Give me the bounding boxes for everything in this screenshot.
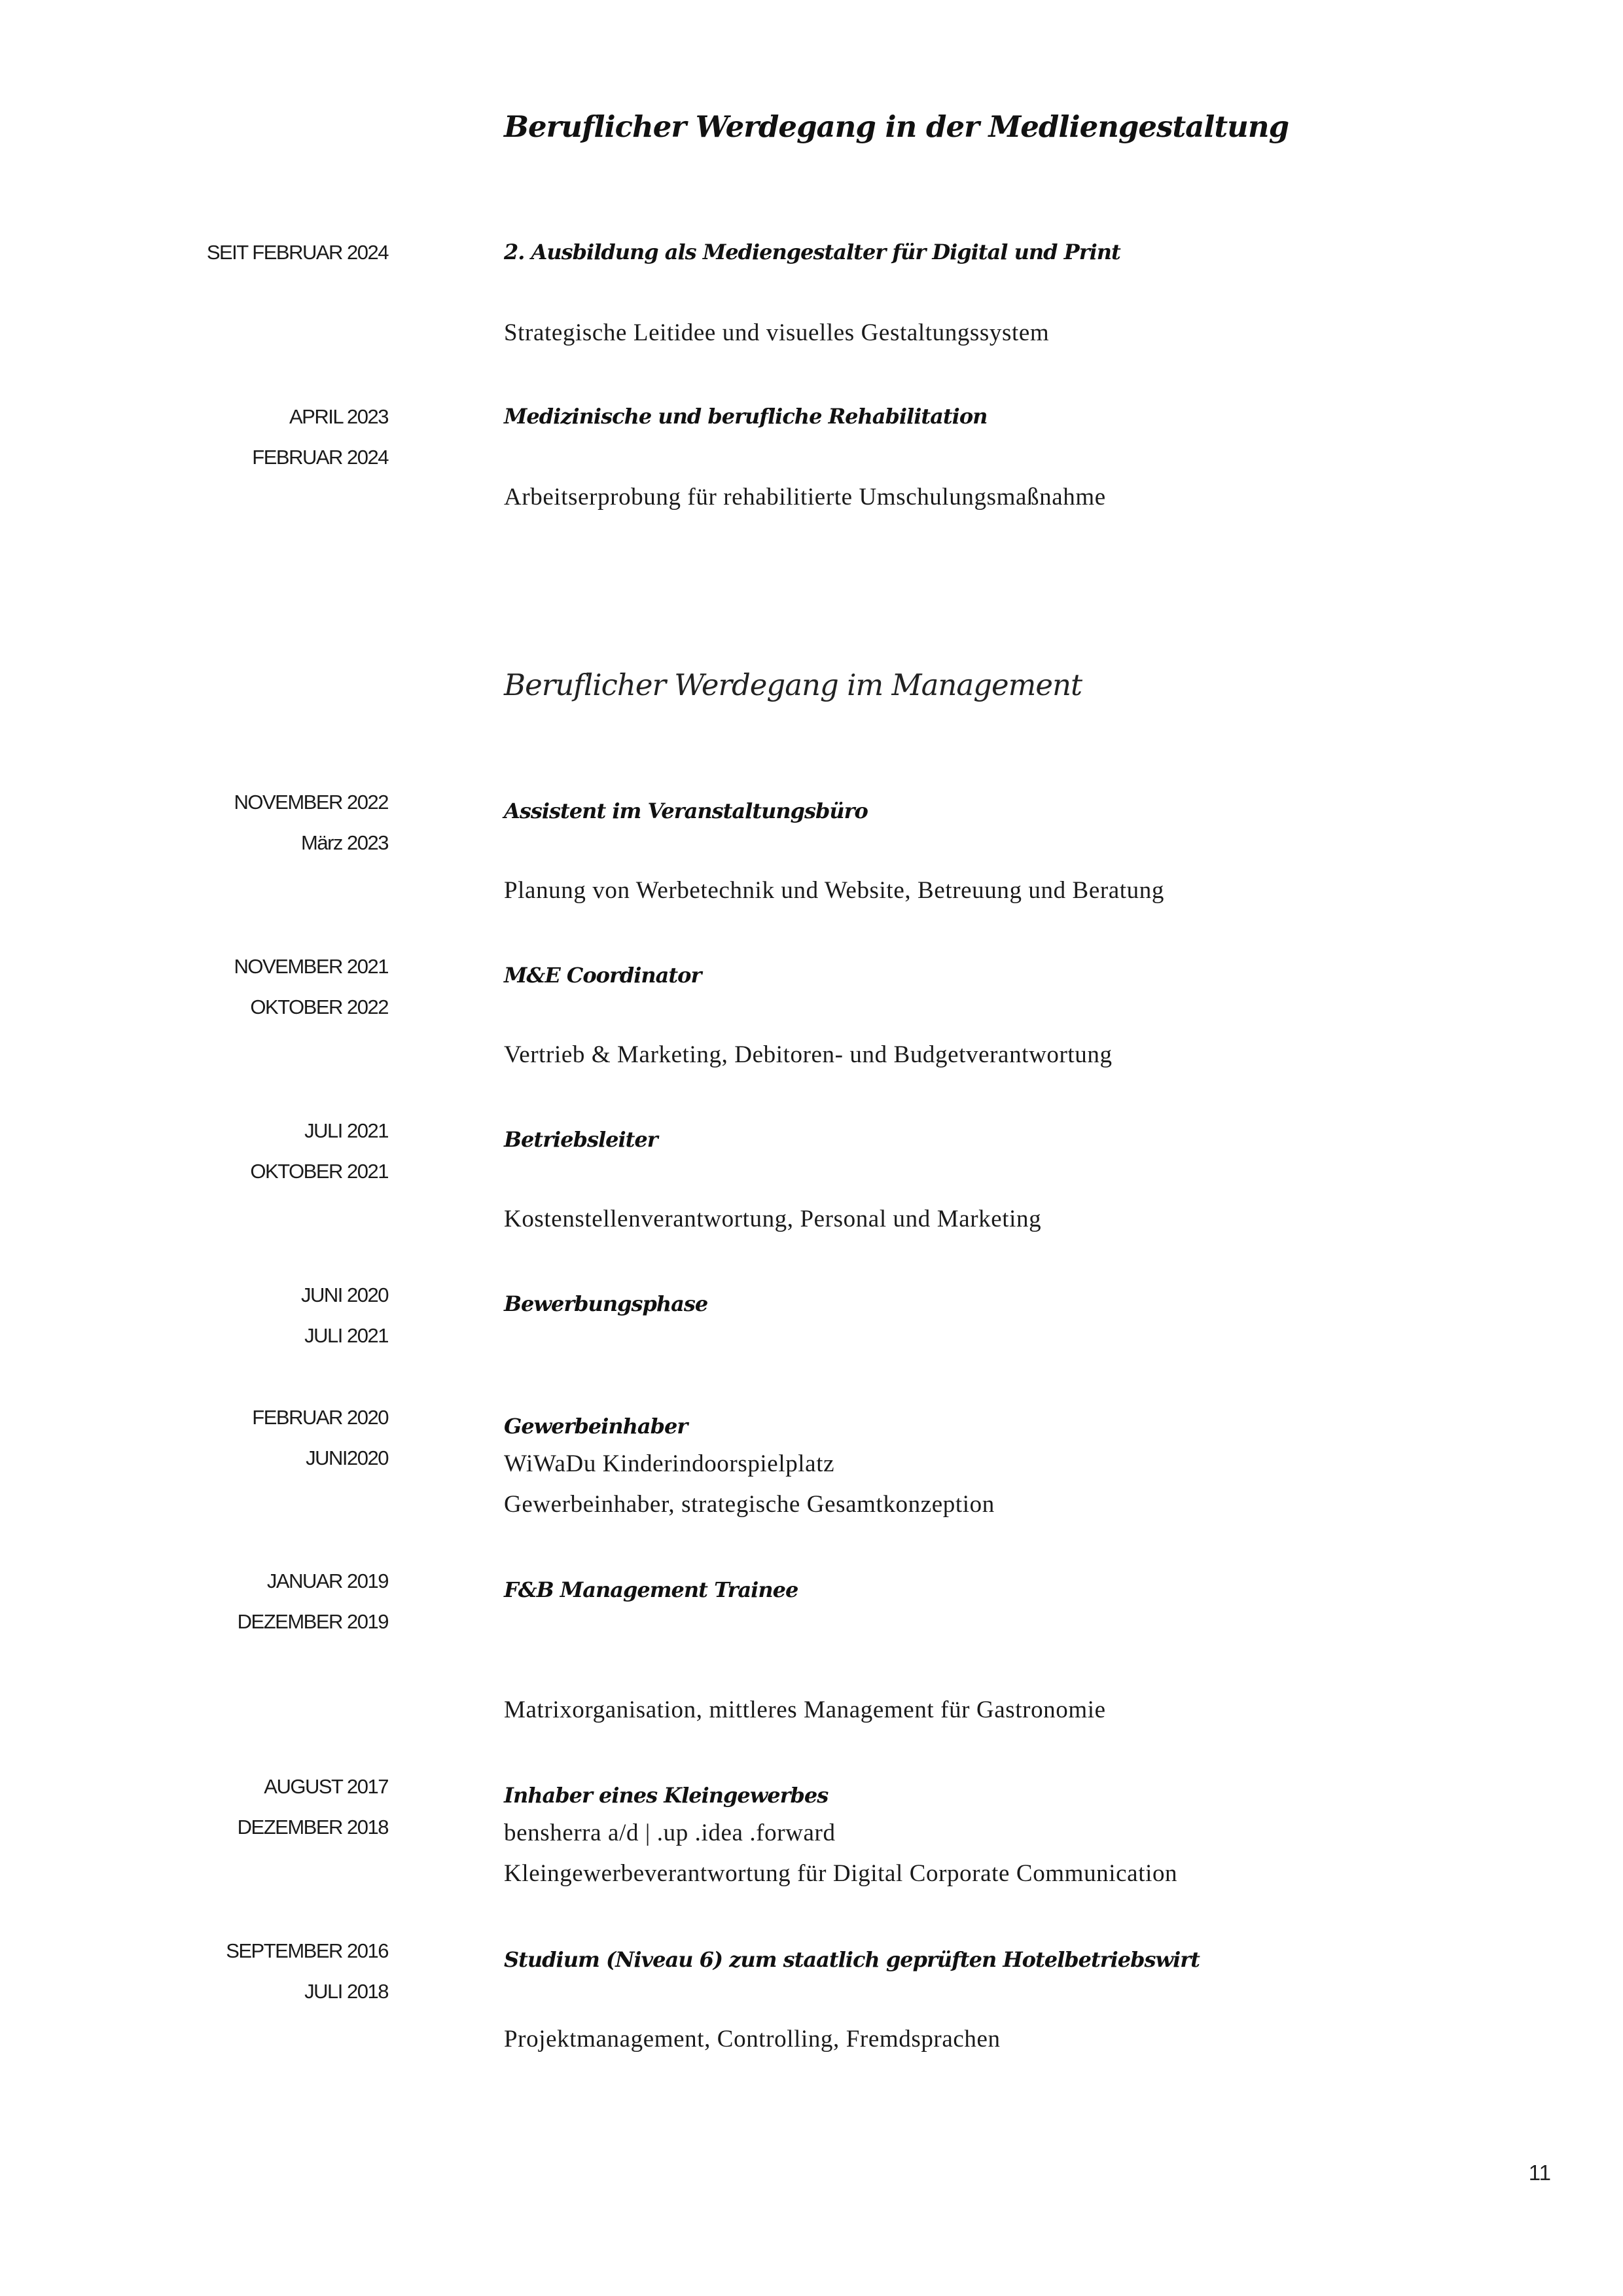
entry-description-line: bensherra a/d | .up .idea .forward	[504, 1820, 836, 1846]
entry-role: Bewerbungsphase	[504, 1291, 708, 1316]
entry-role: M&E Coordinator	[504, 963, 702, 988]
entry-start-date: SEIT FEBRUAR 2024	[206, 241, 388, 264]
entry-start-date: JULI 2021	[304, 1119, 388, 1142]
entry-end-date: OKTOBER 2022	[250, 996, 388, 1018]
entry-end-date: JULI 2021	[304, 1324, 388, 1347]
section-title-management: Beruflicher Werdegang im Management	[504, 668, 1082, 702]
entry-start-date: APRIL 2023	[289, 405, 388, 428]
entry-role: 2. Ausbildung als Mediengestalter für Digital und Print	[504, 240, 1120, 264]
entry-role: Studium (Niveau 6) zum staatlich geprüften Hotelbetriebswirt	[504, 1947, 1200, 1972]
entry-end-date: JUNI2020	[306, 1446, 388, 1469]
entry-role: Gewerbeinhaber	[504, 1414, 688, 1439]
entry-description-line: WiWaDu Kinderindoorspielplatz	[504, 1450, 835, 1477]
page-number: 11	[1528, 2161, 1551, 2185]
entry-description: Matrixorganisation, mittleres Management für Gastronomie	[504, 1696, 1106, 1723]
entry-role: Inhaber eines Kleingewerbes	[504, 1783, 829, 1808]
entry-description: Arbeitserprobung für rehabilitierte Umschulungsmaßnahme	[504, 484, 1106, 511]
entry-role: Betriebsleiter	[504, 1127, 658, 1152]
entry-description: Kostenstellenverantwortung, Personal und Marketing	[504, 1206, 1042, 1232]
entry-role: Assistent im Veranstaltungsbüro	[504, 798, 868, 823]
entry-description: Vertrieb & Marketing, Debitoren- und Budgetverantwortung	[504, 1041, 1113, 1068]
entry-start-date: NOVEMBER 2021	[234, 955, 388, 978]
entry-end-date: OKTOBER 2021	[250, 1160, 388, 1183]
entry-start-date: NOVEMBER 2022	[234, 791, 388, 814]
entry-end-date: JULI 2018	[304, 1980, 388, 2003]
entry-description: Planung von Werbetechnik und Website, Betreuung und Beratung	[504, 877, 1164, 904]
entry-role: Medizinische und berufliche Rehabilitation	[504, 404, 988, 429]
entry-description-line: Gewerbeinhaber, strategische Gesamtkonzeption	[504, 1491, 995, 1518]
entry-description: Strategische Leitidee und visuelles Gestaltungssystem	[504, 319, 1050, 346]
entry-start-date: JUNI 2020	[301, 1283, 388, 1306]
entry-start-date: AUGUST 2017	[264, 1775, 388, 1798]
entry-end-date: DEZEMBER 2018	[237, 1816, 388, 1839]
entry-description-line: Kleingewerbeverantwortung für Digital Corporate Communication	[504, 1860, 1178, 1887]
entry-end-date: FEBRUAR 2024	[252, 446, 388, 469]
entry-start-date: FEBRUAR 2020	[252, 1406, 388, 1429]
entry-end-date: DEZEMBER 2019	[237, 1610, 388, 1633]
section-title-media-design: Beruflicher Werdegang in der Medliengestaltung	[504, 109, 1289, 144]
entry-description: Projektmanagement, Controlling, Fremdsprachen	[504, 2026, 1001, 2053]
entry-role: F&B Management Trainee	[504, 1577, 798, 1602]
entry-end-date: März 2023	[301, 831, 388, 854]
entry-start-date: JANUAR 2019	[266, 1570, 388, 1592]
entry-start-date: SEPTEMBER 2016	[226, 1939, 388, 1962]
